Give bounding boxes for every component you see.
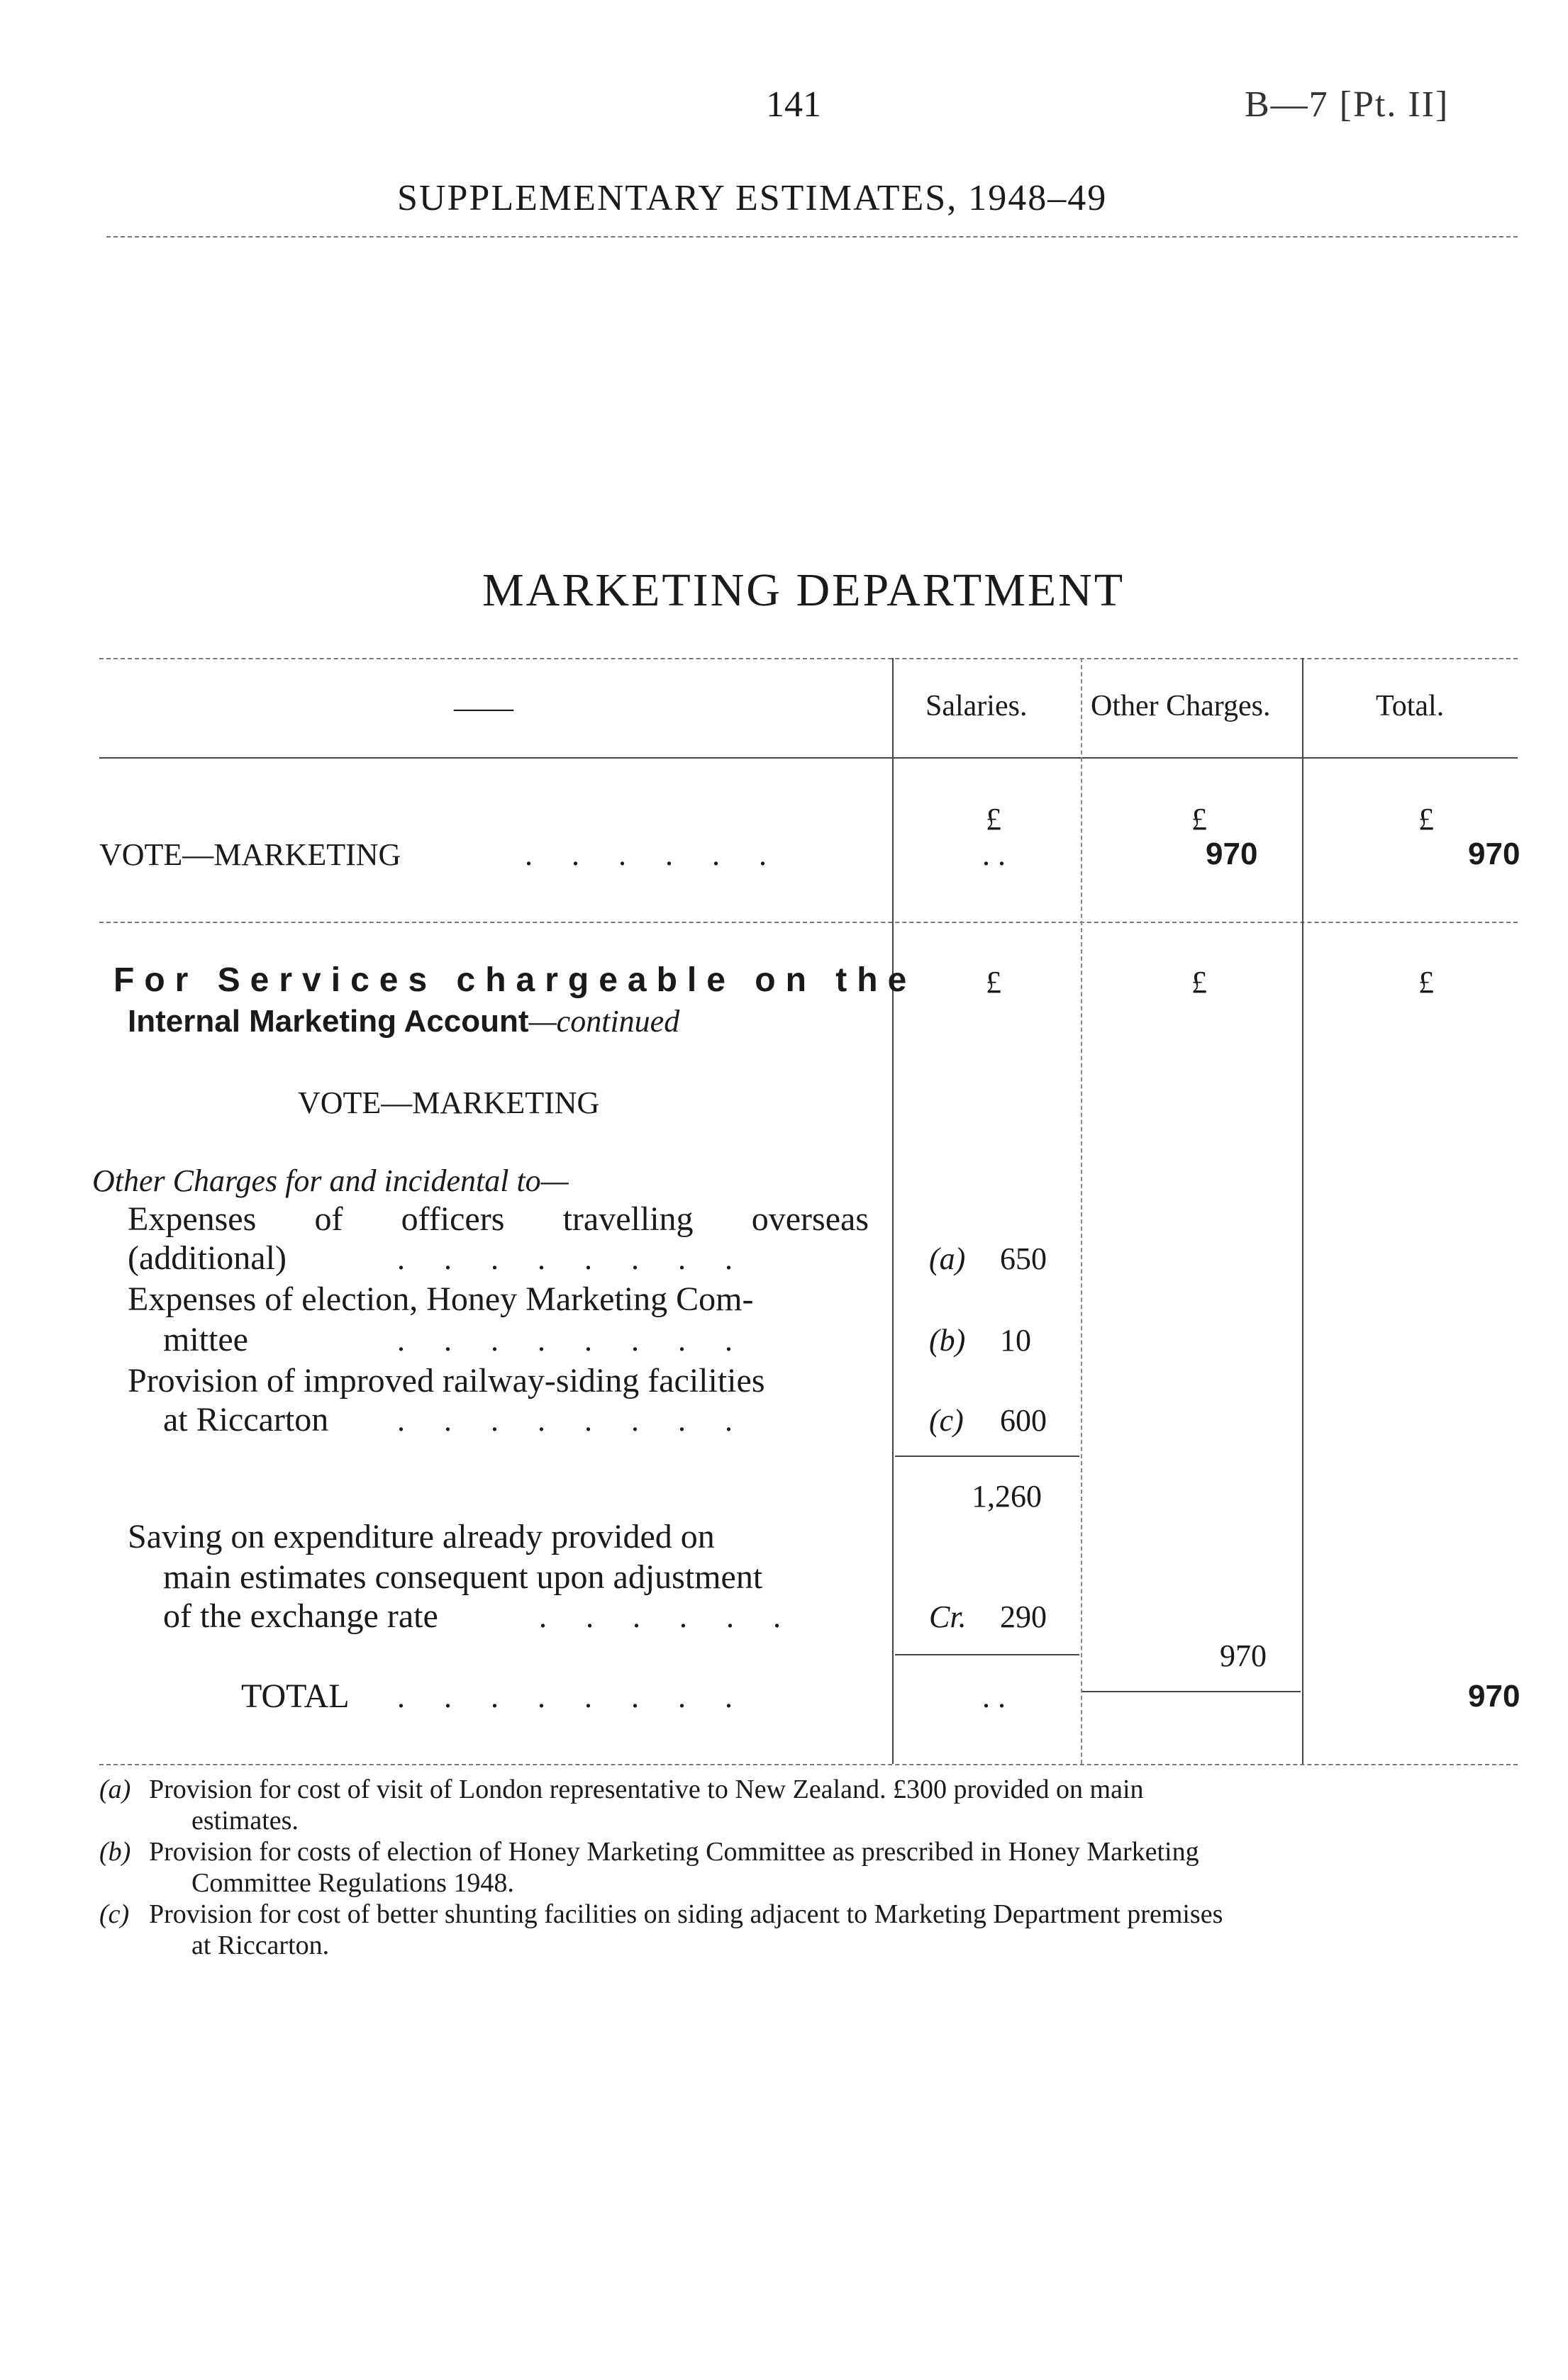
item-3-leaders: . . . . . . . . [397,1403,748,1438]
summary-vote-label: VOTE—MARKETING [99,837,401,872]
detail-unit-salaries: £ [986,965,1001,1000]
detail-unit-other: £ [1191,965,1207,1000]
item-3-amount: 600 [1000,1403,1047,1438]
item-3-line1: Provision of improved railway-siding facilities [128,1362,765,1399]
subtotal-amount: 1,260 [972,1479,1042,1514]
item-2-leaders: . . . . . . . . [397,1323,748,1358]
column-rule-total [1302,658,1303,1764]
saving-line2: main estimates consequent upon adjustment [163,1558,763,1596]
footnote-a-mark: (a) [99,1775,131,1804]
item-1-leaders: . . . . . . . . [397,1241,748,1276]
footnote-c-line2: at Riccarton. [191,1931,330,1960]
item-3-line2: at Riccarton [163,1401,329,1438]
other-charges-total: 970 [1220,1638,1267,1673]
item-2-line1: Expenses of election, Honey Marketing Com- [128,1280,754,1318]
footnote-c-line1: Provision for cost of better shunting facilities on siding adjacent to Marketing Department premises [149,1899,1223,1929]
item-1-amount: 650 [1000,1241,1047,1276]
saving-prefix: Cr. [929,1599,967,1634]
services-heading-line2 [128,1003,679,1039]
salaries-header: Salaries. [925,690,1028,722]
other-total-rule [1082,1691,1301,1692]
summary-unit-salaries: £ [986,802,1001,837]
table-bottom-rule [99,1764,1518,1765]
saving-rule [895,1654,1079,1655]
item-1-line1: Expenses of officers travelling overseas [128,1200,869,1238]
saving-line3: of the exchange rate [163,1597,438,1635]
vote-subtitle: VOTE—MARKETING [298,1085,600,1120]
services-continued: —continued [528,1004,680,1039]
summary-unit-other: £ [1191,802,1207,837]
other-charges-header: Other Charges. [1091,690,1271,722]
stub-header: —— [454,692,513,725]
services-account-name: Internal Marketing Account [128,1004,529,1039]
other-charges-subheading: Other Charges for and incidental to— [92,1163,569,1198]
department-title: MARKETING DEPARTMENT [482,564,1125,616]
subtotal-rule [895,1456,1079,1457]
running-title: SUPPLEMENTARY ESTIMATES, 1948–49 [397,178,1108,218]
detail-unit-total: £ [1418,965,1434,1000]
footnote-a-line1: Provision for cost of visit of London representative to New Zealand. £300 provided on main [149,1775,1144,1804]
header-rule [106,236,1518,238]
item-1-note: (a) [929,1241,966,1276]
total-salaries: . . [982,1680,1006,1714]
saving-leaders: . . . . . . [539,1599,796,1634]
saving-amount: 290 [1000,1599,1047,1634]
services-heading: For Services chargeable on the [113,961,917,999]
summary-leaders: . . . . . . [525,837,782,872]
item-2-amount: 10 [1000,1323,1031,1358]
summary-bottom-rule [99,922,1518,923]
total-leaders: . . . . . . . . [397,1680,748,1714]
page-number: 141 [766,84,821,125]
item-2-note: (b) [929,1323,966,1358]
footnote-b-mark: (b) [99,1837,131,1867]
item-3-note: (c) [929,1403,964,1438]
total-header: Total. [1376,690,1445,722]
summary-other-charges: 970 [1206,837,1258,871]
item-2-line2: mittee [163,1321,248,1358]
page-reference: B—7 [Pt. II] [1245,84,1450,125]
saving-line1: Saving on expenditure already provided on [128,1518,715,1555]
header-bottom-rule [99,757,1518,759]
footnote-c-mark: (c) [99,1899,130,1929]
summary-total: 970 [1468,837,1520,871]
item-1-line2: (additional) [128,1239,287,1277]
summary-salaries: . . [982,837,1006,872]
total-label: TOTAL [241,1677,350,1715]
column-rule-salaries [892,658,894,1764]
footnote-b-line2: Committee Regulations 1948. [191,1868,514,1898]
column-rule-other [1081,658,1082,1764]
grand-total: 970 [1468,1679,1520,1714]
footnote-b-line1: Provision for costs of election of Honey Marketing Committee as prescribed in Honey Marketing [149,1837,1199,1867]
footnote-a-line2: estimates. [191,1806,299,1836]
summary-unit-total: £ [1418,802,1434,837]
table-top-rule [99,658,1518,659]
